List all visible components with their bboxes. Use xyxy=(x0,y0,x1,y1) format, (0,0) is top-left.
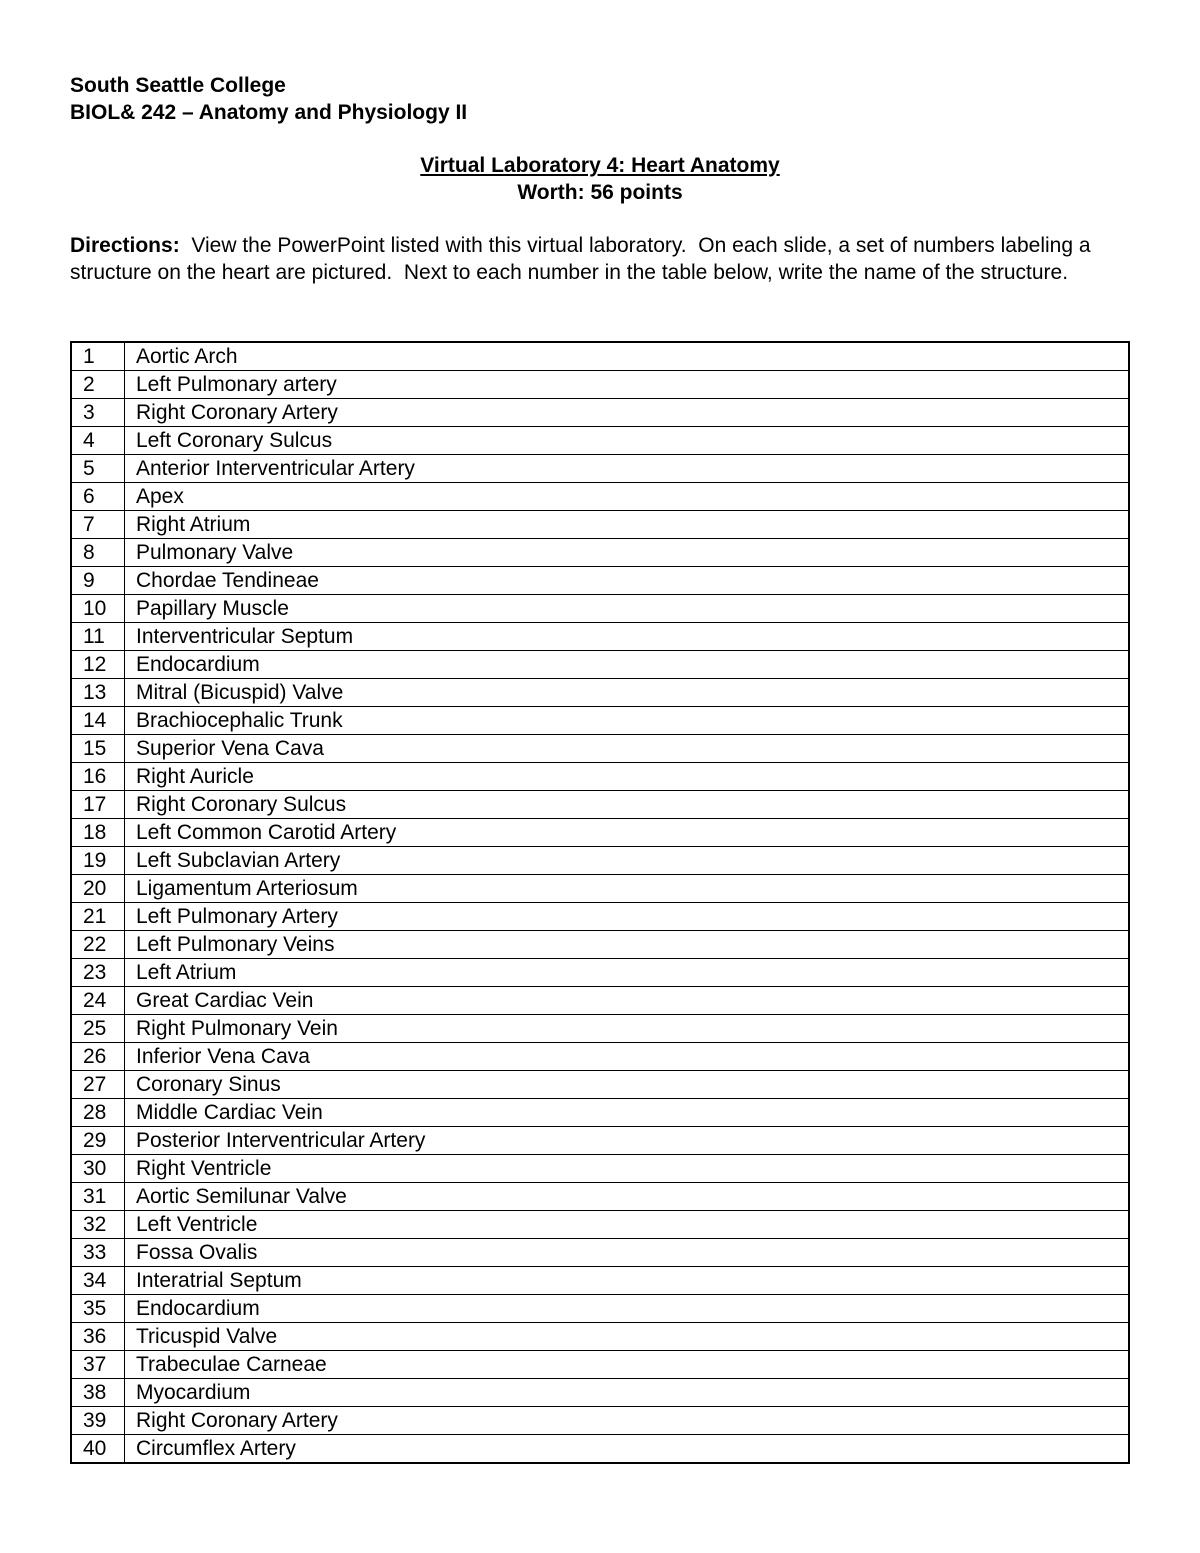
structure-name[interactable]: Chordae Tendineae xyxy=(125,567,1130,595)
row-number: 22 xyxy=(71,931,125,959)
row-number: 20 xyxy=(71,875,125,903)
structure-name[interactable]: Left Coronary Sulcus xyxy=(125,427,1130,455)
structure-name[interactable]: Left Pulmonary artery xyxy=(125,371,1130,399)
structure-name[interactable]: Right Pulmonary Vein xyxy=(125,1015,1130,1043)
table-row xyxy=(71,455,1129,483)
row-number: 3 xyxy=(71,399,125,427)
table-row xyxy=(71,1015,1129,1043)
structure-name[interactable]: Anterior Interventricular Artery xyxy=(125,455,1130,483)
table-row xyxy=(71,679,1129,707)
row-number: 4 xyxy=(71,427,125,455)
table-row xyxy=(71,1323,1129,1351)
structure-name[interactable]: Myocardium xyxy=(125,1379,1130,1407)
directions-text: View the PowerPoint listed with this virtual laboratory. On each slide, a set of numbers labeling a structure on the heart are pictured. Next to each number in the table below, write the name of the structure. xyxy=(70,234,1097,284)
row-number: 12 xyxy=(71,651,125,679)
row-number: 36 xyxy=(71,1323,125,1351)
row-number: 21 xyxy=(71,903,125,931)
table-row xyxy=(71,1127,1129,1155)
row-number: 38 xyxy=(71,1379,125,1407)
table-row xyxy=(71,651,1129,679)
table-row xyxy=(71,399,1129,427)
table-row xyxy=(71,342,1129,371)
table-row xyxy=(71,567,1129,595)
row-number: 34 xyxy=(71,1267,125,1295)
structure-name[interactable]: Middle Cardiac Vein xyxy=(125,1099,1130,1127)
table-row xyxy=(71,875,1129,903)
course-title: BIOL& 242 – Anatomy and Physiology II xyxy=(70,101,468,124)
row-number: 17 xyxy=(71,791,125,819)
row-number: 31 xyxy=(71,1183,125,1211)
structure-name[interactable]: Left Atrium xyxy=(125,959,1130,987)
structure-name[interactable]: Right Atrium xyxy=(125,511,1130,539)
table-row xyxy=(71,483,1129,511)
structure-name[interactable]: Left Common Carotid Artery xyxy=(125,819,1130,847)
table-row xyxy=(71,819,1129,847)
row-number: 33 xyxy=(71,1239,125,1267)
row-number: 2 xyxy=(71,371,125,399)
table-row xyxy=(71,371,1129,399)
row-number: 16 xyxy=(71,763,125,791)
row-number: 27 xyxy=(71,1071,125,1099)
row-number: 40 xyxy=(71,1435,125,1464)
structure-name[interactable]: Mitral (Bicuspid) Valve xyxy=(125,679,1130,707)
structure-name[interactable]: Left Pulmonary Veins xyxy=(125,931,1130,959)
row-number: 7 xyxy=(71,511,125,539)
row-number: 28 xyxy=(71,1099,125,1127)
directions xyxy=(70,232,1130,286)
structure-name[interactable]: Interatrial Septum xyxy=(125,1267,1130,1295)
structure-name[interactable]: Posterior Interventricular Artery xyxy=(125,1127,1130,1155)
institution-name: South Seattle College xyxy=(70,74,286,97)
table-row xyxy=(71,1239,1129,1267)
row-number: 32 xyxy=(71,1211,125,1239)
row-number: 18 xyxy=(71,819,125,847)
row-number: 6 xyxy=(71,483,125,511)
directions-label: Directions: xyxy=(70,234,180,257)
table-row xyxy=(71,427,1129,455)
row-number: 9 xyxy=(71,567,125,595)
table-row xyxy=(71,539,1129,567)
table-row xyxy=(71,1043,1129,1071)
row-number: 11 xyxy=(71,623,125,651)
table-row xyxy=(71,1071,1129,1099)
table-row xyxy=(71,1183,1129,1211)
table-row xyxy=(71,1267,1129,1295)
structure-name[interactable]: Right Coronary Artery xyxy=(125,399,1130,427)
structure-name[interactable]: Left Subclavian Artery xyxy=(125,847,1130,875)
structure-name[interactable]: Trabeculae Carneae xyxy=(125,1351,1130,1379)
table-row xyxy=(71,931,1129,959)
structure-name[interactable]: Tricuspid Valve xyxy=(125,1323,1130,1351)
structure-name[interactable]: Right Coronary Artery xyxy=(125,1407,1130,1435)
row-number: 15 xyxy=(71,735,125,763)
structure-name[interactable]: Right Coronary Sulcus xyxy=(125,791,1130,819)
table-row xyxy=(71,903,1129,931)
table-row xyxy=(71,1379,1129,1407)
row-number: 5 xyxy=(71,455,125,483)
table-row xyxy=(71,1155,1129,1183)
structure-name[interactable]: Superior Vena Cava xyxy=(125,735,1130,763)
structure-name[interactable]: Interventricular Septum xyxy=(125,623,1130,651)
row-number: 26 xyxy=(71,1043,125,1071)
structure-name[interactable]: Right Ventricle xyxy=(125,1155,1130,1183)
table-row xyxy=(71,987,1129,1015)
structure-name[interactable]: Fossa Ovalis xyxy=(125,1239,1130,1267)
structure-name[interactable]: Coronary Sinus xyxy=(125,1071,1130,1099)
row-number: 39 xyxy=(71,1407,125,1435)
structure-name[interactable]: Right Auricle xyxy=(125,763,1130,791)
structure-name[interactable]: Circumflex Artery xyxy=(125,1435,1130,1464)
row-number: 24 xyxy=(71,987,125,1015)
row-number: 14 xyxy=(71,707,125,735)
table-row xyxy=(71,1351,1129,1379)
table-row xyxy=(71,1407,1129,1435)
title-block xyxy=(70,152,1130,206)
structure-name[interactable]: Inferior Vena Cava xyxy=(125,1043,1130,1071)
table-row xyxy=(71,511,1129,539)
table-row xyxy=(71,1295,1129,1323)
row-number: 1 xyxy=(71,342,125,371)
table-row xyxy=(71,791,1129,819)
table-row xyxy=(71,959,1129,987)
answers-table xyxy=(70,341,1130,1464)
table-row xyxy=(71,1099,1129,1127)
row-number: 19 xyxy=(71,847,125,875)
row-number: 23 xyxy=(71,959,125,987)
table-row xyxy=(71,623,1129,651)
table-row xyxy=(71,763,1129,791)
structure-name[interactable]: Aortic Arch xyxy=(125,342,1130,371)
table-row xyxy=(71,1211,1129,1239)
structure-name[interactable]: Brachiocephalic Trunk xyxy=(125,707,1130,735)
row-number: 10 xyxy=(71,595,125,623)
structure-name[interactable]: Endocardium xyxy=(125,651,1130,679)
structure-name[interactable]: Ligamentum Arteriosum xyxy=(125,875,1130,903)
structure-name[interactable]: Left Pulmonary Artery xyxy=(125,903,1130,931)
structure-name[interactable]: Aortic Semilunar Valve xyxy=(125,1183,1130,1211)
structure-name[interactable]: Endocardium xyxy=(125,1295,1130,1323)
document-page xyxy=(70,72,1130,286)
structure-name[interactable]: Pulmonary Valve xyxy=(125,539,1130,567)
structure-name[interactable]: Apex xyxy=(125,483,1130,511)
table-row xyxy=(71,847,1129,875)
row-number: 25 xyxy=(71,1015,125,1043)
structure-name[interactable]: Left Ventricle xyxy=(125,1211,1130,1239)
table-row xyxy=(71,1435,1129,1464)
row-number: 35 xyxy=(71,1295,125,1323)
structure-name[interactable]: Great Cardiac Vein xyxy=(125,987,1130,1015)
row-number: 37 xyxy=(71,1351,125,1379)
table-row xyxy=(71,595,1129,623)
table-row xyxy=(71,707,1129,735)
row-number: 8 xyxy=(71,539,125,567)
row-number: 30 xyxy=(71,1155,125,1183)
row-number: 13 xyxy=(71,679,125,707)
row-number: 29 xyxy=(71,1127,125,1155)
worth-points: Worth: 56 points xyxy=(517,181,683,204)
table-row xyxy=(71,735,1129,763)
structure-name[interactable]: Papillary Muscle xyxy=(125,595,1130,623)
lab-title: Virtual Laboratory 4: Heart Anatomy xyxy=(420,154,780,177)
